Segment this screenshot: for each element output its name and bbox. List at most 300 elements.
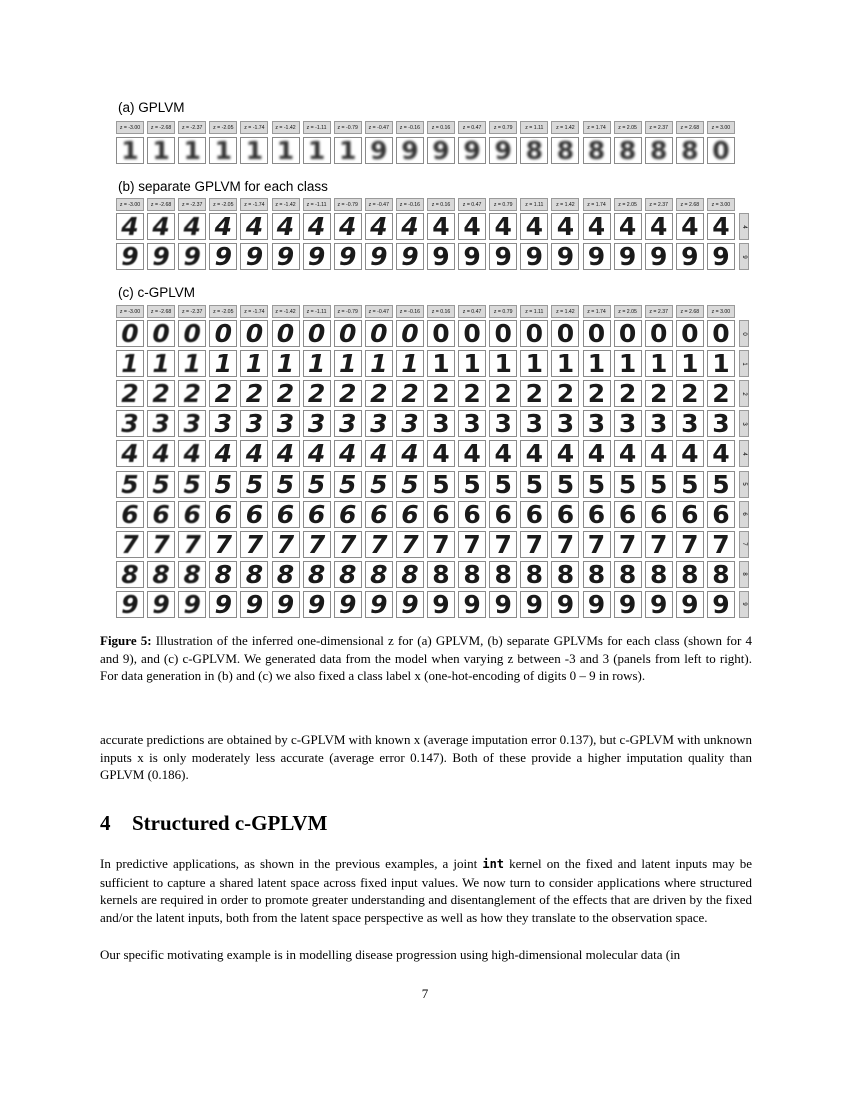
section-number: 4 — [100, 811, 111, 835]
paragraph-structured-kernels — [100, 855, 752, 926]
generated-digit: 4 — [463, 440, 481, 468]
digit-cell — [520, 350, 548, 377]
generated-digit: 3 — [556, 410, 575, 438]
z-label: z = 0.79 — [489, 198, 517, 211]
row-class-label-text: 2 — [741, 392, 747, 396]
digit-cell — [583, 213, 611, 240]
digit-cell — [334, 440, 362, 467]
generated-digit: 4 — [618, 440, 637, 468]
digit-cell — [614, 243, 642, 270]
digit-cell — [147, 213, 175, 240]
generated-digit: 9 — [432, 243, 450, 271]
generated-digit: 9 — [152, 590, 170, 618]
digit-cell — [676, 561, 704, 588]
z-label: z = 2.37 — [645, 305, 673, 318]
generated-digit: 7 — [276, 530, 295, 558]
generated-digit: 2 — [712, 380, 730, 408]
digit-cell — [458, 410, 486, 437]
generated-digit: 8 — [556, 137, 575, 164]
generated-digit: 4 — [276, 440, 295, 468]
generated-digit: 9 — [712, 590, 730, 618]
generated-digit: 3 — [681, 410, 699, 438]
digit-cell — [583, 320, 611, 347]
generated-digit: 5 — [681, 470, 699, 498]
digit-cell — [178, 591, 206, 618]
generated-digit: 4 — [494, 213, 512, 240]
generated-digit: 1 — [121, 137, 139, 164]
digit-cell — [147, 501, 175, 528]
digit-cell — [365, 410, 393, 437]
generated-digit: 4 — [525, 440, 543, 468]
digit-cell — [427, 440, 455, 467]
generated-digit: 9 — [463, 590, 481, 618]
generated-digit: 9 — [307, 243, 326, 271]
generated-digit: 5 — [152, 470, 170, 498]
z-label: z = 0.47 — [458, 305, 486, 318]
z-label: z = -2.05 — [209, 121, 237, 134]
z-label: z = -0.16 — [396, 305, 424, 318]
generated-digit: 5 — [587, 470, 606, 498]
digit-cell — [614, 531, 642, 558]
digit-cell — [645, 350, 673, 377]
digit-cell — [458, 501, 486, 528]
generated-digit: 1 — [245, 350, 264, 378]
digit-cell — [707, 213, 735, 240]
generated-digit: 1 — [618, 350, 637, 378]
generated-digit: 9 — [463, 137, 481, 164]
digit-cell — [334, 501, 362, 528]
generated-digit: 4 — [463, 213, 481, 240]
digit-cell — [303, 380, 331, 407]
generated-digit: 0 — [121, 320, 139, 347]
generated-digit: 1 — [494, 350, 512, 378]
digit-cell — [614, 591, 642, 618]
z-label: z = -1.42 — [272, 198, 300, 211]
digit-cell — [551, 243, 579, 270]
z-label: z = 2.68 — [676, 198, 704, 211]
row-class-label — [739, 243, 749, 270]
row-class-label-text: 0 — [741, 331, 747, 336]
digit-cell — [676, 213, 704, 240]
digit-cell — [614, 320, 642, 347]
digit-cell — [178, 410, 206, 437]
generated-digit: 3 — [463, 410, 481, 438]
digit-cell — [583, 410, 611, 437]
digit-cell — [240, 501, 268, 528]
digit-cell — [645, 137, 673, 164]
digit-cell — [551, 561, 579, 588]
digit-cell — [396, 243, 424, 270]
digit-cell — [489, 320, 517, 347]
generated-digit: 0 — [587, 320, 606, 347]
z-label: z = -2.37 — [178, 198, 206, 211]
generated-digit: 3 — [121, 410, 139, 438]
generated-digit: 9 — [370, 590, 388, 618]
digit-cell — [396, 501, 424, 528]
generated-digit: 2 — [463, 380, 481, 408]
generated-digit: 9 — [525, 243, 543, 271]
z-label: z = 2.68 — [676, 121, 704, 134]
digit-cell — [147, 410, 175, 437]
digit-cell — [272, 501, 300, 528]
generated-digit: 2 — [152, 380, 170, 408]
digit-cell — [334, 320, 362, 347]
row-class-label — [739, 380, 749, 407]
generated-digit: 9 — [121, 590, 139, 618]
digit-cell — [427, 591, 455, 618]
digit-cell — [147, 591, 175, 618]
z-label: z = 1.74 — [583, 121, 611, 134]
digit-cell — [583, 137, 611, 164]
digit-cell — [489, 561, 517, 588]
digit-cell — [583, 440, 611, 467]
page-number: 7 — [421, 986, 429, 1001]
generated-digit: 5 — [712, 470, 730, 498]
digit-cell — [334, 591, 362, 618]
digit-cell — [334, 213, 362, 240]
z-label: z = -0.16 — [396, 121, 424, 134]
digit-cell — [334, 561, 362, 588]
digit-cell — [489, 591, 517, 618]
digit-cell — [147, 137, 175, 164]
digit-cell — [303, 350, 331, 377]
generated-digit: 5 — [618, 470, 637, 498]
generated-digit: 2 — [556, 380, 575, 408]
z-label: z = 2.05 — [614, 198, 642, 211]
digit-cell — [240, 243, 268, 270]
z-label: z = 0.16 — [427, 121, 455, 134]
generated-digit: 1 — [338, 137, 357, 164]
generated-digit: 9 — [649, 243, 668, 271]
generated-digit: 5 — [276, 470, 295, 498]
digit-cell — [272, 320, 300, 347]
digit-cell — [458, 440, 486, 467]
generated-digit: 6 — [338, 500, 357, 528]
generated-digit: 9 — [214, 590, 232, 618]
generated-digit: 1 — [463, 350, 481, 378]
generated-digit: 8 — [618, 137, 637, 164]
digit-cell — [427, 531, 455, 558]
digit-cell — [583, 471, 611, 498]
digit-cell — [551, 471, 579, 498]
digit-cell — [116, 137, 144, 164]
digit-cell — [707, 440, 735, 467]
z-label: z = -2.68 — [147, 121, 175, 134]
panel-title-c: (c) c-GPLVM — [118, 285, 195, 300]
z-label: z = -1.42 — [272, 305, 300, 318]
digit-cell — [489, 440, 517, 467]
generated-digit: 4 — [214, 440, 232, 468]
generated-digit: 5 — [338, 470, 357, 498]
digit-cell — [116, 410, 144, 437]
generated-digit: 7 — [556, 530, 575, 558]
digit-cell — [520, 440, 548, 467]
digit-cell — [334, 410, 362, 437]
generated-digit: 1 — [370, 350, 388, 378]
z-label: z = -1.74 — [240, 198, 268, 211]
digit-cell — [147, 350, 175, 377]
digit-cell — [396, 471, 424, 498]
digit-cell — [116, 531, 144, 558]
z-label: z = 3.00 — [707, 198, 735, 211]
digit-cell — [240, 213, 268, 240]
generated-digit: 8 — [649, 560, 668, 588]
digit-cell — [116, 213, 144, 240]
digit-cell — [489, 471, 517, 498]
panel-title-a: (a) GPLVM — [118, 100, 185, 115]
generated-digit: 8 — [276, 560, 295, 588]
digit-cell — [240, 561, 268, 588]
generated-digit: 2 — [183, 380, 201, 408]
z-label: z = 0.47 — [458, 121, 486, 134]
generated-digit: 8 — [681, 137, 699, 164]
digit-cell — [583, 561, 611, 588]
digit-cell — [427, 471, 455, 498]
paragraph-imputation: accurate predictions are obtained by c-GPLVM with known x (average imputation error 0.137), but c-GPLVM with unknown inputs x is only moderately less accurate (average error 0.147). Both of these provide a higher imputation quality than GPLVM (0.186). — [100, 732, 752, 782]
digit-cell — [583, 591, 611, 618]
row-class-label — [739, 350, 749, 377]
digit-cell — [520, 380, 548, 407]
digit-cell — [272, 561, 300, 588]
digit-cell — [551, 591, 579, 618]
digit-cell — [614, 440, 642, 467]
generated-digit: 8 — [525, 560, 543, 588]
z-label: z = -2.05 — [209, 198, 237, 211]
digit-cell — [520, 137, 548, 164]
generated-digit: 6 — [307, 500, 326, 528]
digit-cell — [365, 243, 393, 270]
generated-digit: 7 — [245, 530, 264, 558]
digit-cell — [365, 561, 393, 588]
digit-cell — [334, 380, 362, 407]
digit-cell — [209, 213, 237, 240]
generated-digit: 4 — [152, 213, 170, 240]
z-label: z = -2.68 — [147, 198, 175, 211]
generated-digit: 5 — [401, 470, 419, 498]
digit-cell — [303, 243, 331, 270]
generated-digit: 0 — [463, 320, 481, 347]
generated-digit: 4 — [121, 440, 139, 468]
z-label: z = 2.37 — [645, 198, 673, 211]
digit-cell — [645, 561, 673, 588]
generated-digit: 4 — [152, 440, 170, 468]
row-class-label — [739, 531, 749, 558]
generated-digit: 3 — [712, 410, 730, 438]
generated-digit: 8 — [649, 137, 668, 164]
digit-cell — [365, 213, 393, 240]
generated-digit: 9 — [276, 590, 295, 618]
digit-cell — [209, 350, 237, 377]
digit-cell — [272, 380, 300, 407]
generated-digit: 3 — [214, 410, 232, 438]
digit-cell — [458, 380, 486, 407]
generated-digit: 2 — [338, 380, 357, 408]
generated-digit: 0 — [152, 320, 170, 347]
digit-cell — [614, 213, 642, 240]
digit-cell — [272, 243, 300, 270]
generated-digit: 6 — [276, 500, 295, 528]
digit-cell — [147, 531, 175, 558]
z-label: z = -2.05 — [209, 305, 237, 318]
generated-digit: 1 — [121, 350, 139, 378]
digit-cell — [240, 350, 268, 377]
generated-digit: 4 — [214, 213, 232, 240]
generated-digit: 5 — [463, 470, 481, 498]
generated-digit: 1 — [245, 137, 264, 164]
generated-digit: 8 — [681, 560, 699, 588]
generated-digit: 9 — [525, 590, 543, 618]
digit-cell — [365, 320, 393, 347]
generated-digit: 4 — [245, 440, 264, 468]
digit-cell — [707, 320, 735, 347]
digit-cell — [147, 561, 175, 588]
digit-cell — [272, 531, 300, 558]
generated-digit: 9 — [183, 590, 201, 618]
generated-digit: 0 — [649, 320, 668, 347]
generated-digit: 9 — [245, 590, 264, 618]
generated-digit: 5 — [556, 470, 575, 498]
digit-cell — [240, 410, 268, 437]
generated-digit: 8 — [307, 560, 326, 588]
generated-digit: 4 — [587, 213, 606, 240]
digit-cell — [396, 380, 424, 407]
generated-digit: 2 — [307, 380, 326, 408]
generated-digit: 9 — [370, 243, 388, 271]
digit-cell — [272, 410, 300, 437]
generated-digit: 9 — [432, 590, 450, 618]
digit-cell — [489, 410, 517, 437]
digit-cell — [303, 320, 331, 347]
generated-digit: 7 — [712, 530, 730, 558]
generated-digit: 4 — [649, 213, 668, 240]
generated-digit: 8 — [245, 560, 264, 588]
digit-cell — [427, 350, 455, 377]
digit-cell — [240, 137, 268, 164]
digit-cell — [520, 591, 548, 618]
digit-cell — [614, 471, 642, 498]
digit-cell — [489, 137, 517, 164]
generated-digit: 9 — [401, 590, 419, 618]
generated-digit: 1 — [587, 350, 606, 378]
generated-digit: 3 — [276, 410, 295, 438]
generated-digit: 7 — [463, 530, 481, 558]
digit-cell — [551, 350, 579, 377]
generated-digit: 0 — [432, 320, 450, 347]
digit-cell — [707, 531, 735, 558]
generated-digit: 3 — [401, 410, 419, 438]
generated-digit: 6 — [121, 500, 139, 528]
digit-cell — [272, 440, 300, 467]
generated-digit: 4 — [494, 440, 512, 468]
generated-digit: 5 — [214, 470, 232, 498]
generated-digit: 1 — [183, 137, 201, 164]
generated-digit: 9 — [245, 243, 264, 271]
digit-cell — [303, 561, 331, 588]
generated-digit: 5 — [370, 470, 388, 498]
digit-cell — [520, 410, 548, 437]
digit-cell — [520, 243, 548, 270]
row-class-label-text: 9 — [741, 254, 747, 259]
caption-text: Illustration of the inferred one-dimensional z for (a) GPLVM, (b) separate GPLVMs for each class (shown for 4 and 9), and (c) c-GPLVM. We generated data from the model when varying z between -3 and 3 (panels from left to right). For data generation in (b) and (c) we also fixed a class label x (one-hot-encoding of digits 0 – 9 in rows). — [100, 633, 753, 683]
digit-cell — [458, 320, 486, 347]
z-label: z = 0.79 — [489, 121, 517, 134]
generated-digit: 0 — [401, 320, 419, 347]
generated-digit: 9 — [370, 137, 388, 164]
z-label: z = 1.74 — [583, 198, 611, 211]
generated-digit: 6 — [152, 500, 170, 528]
generated-digit: 4 — [338, 213, 357, 240]
digit-cell — [614, 380, 642, 407]
generated-digit: 2 — [649, 380, 668, 408]
digit-cell — [645, 471, 673, 498]
row-class-label — [739, 440, 749, 467]
row-class-label-text: 6 — [741, 512, 747, 516]
z-label: z = -2.37 — [178, 121, 206, 134]
generated-digit: 9 — [401, 137, 419, 164]
generated-digit: 3 — [649, 410, 668, 438]
generated-digit: 9 — [618, 243, 637, 271]
generated-digit: 0 — [712, 137, 730, 164]
generated-digit: 8 — [214, 560, 232, 588]
generated-digit: 9 — [681, 243, 699, 271]
generated-digit: 4 — [338, 440, 357, 468]
digit-cell — [209, 501, 237, 528]
generated-digit: 7 — [121, 530, 139, 558]
generated-digit: 8 — [587, 137, 606, 164]
digit-cell — [147, 320, 175, 347]
paragraph-text-end: kernel on the fixed and latent inputs may be sufficient to capture a shared latent space across fixed input values. We now turn to consider applications where structured kernels are required in order to promote greater understanding and disentanglement of the effects that are driven by the fixed and/or the latent inputs, both from the latent space perspective as well as how they translate to the observation space. — [100, 856, 753, 925]
generated-digit: 4 — [681, 440, 699, 468]
digit-cell — [458, 213, 486, 240]
digit-cell — [147, 380, 175, 407]
generated-digit: 9 — [401, 243, 419, 271]
digit-cell — [303, 440, 331, 467]
digit-cell — [427, 137, 455, 164]
generated-digit: 5 — [183, 470, 201, 498]
generated-digit: 1 — [432, 350, 450, 378]
generated-digit: 2 — [214, 380, 232, 408]
digit-cell — [240, 440, 268, 467]
generated-digit: 3 — [494, 410, 512, 438]
generated-digit: 6 — [401, 500, 419, 528]
z-label: z = -1.11 — [303, 121, 331, 134]
kernel-code: int — [482, 857, 505, 871]
generated-digit: 0 — [556, 320, 575, 347]
generated-digit: 7 — [681, 530, 699, 558]
digit-cell — [396, 591, 424, 618]
generated-digit: 5 — [494, 470, 512, 498]
generated-digit: 3 — [152, 410, 170, 438]
row-class-label-text: 4 — [741, 452, 747, 456]
generated-digit: 4 — [370, 213, 388, 240]
digit-cell — [520, 320, 548, 347]
digit-cell — [489, 531, 517, 558]
digit-cell — [427, 243, 455, 270]
digit-cell — [303, 531, 331, 558]
z-label: z = 0.79 — [489, 305, 517, 318]
digit-cell — [116, 243, 144, 270]
generated-digit: 4 — [618, 213, 637, 240]
digit-cell — [676, 501, 704, 528]
generated-digit: 8 — [370, 560, 388, 588]
digit-cell — [583, 531, 611, 558]
generated-digit: 7 — [183, 530, 201, 558]
digit-cell — [178, 213, 206, 240]
digit-cell — [209, 243, 237, 270]
generated-digit: 4 — [587, 440, 606, 468]
generated-digit: 4 — [556, 440, 575, 468]
digit-cell — [551, 320, 579, 347]
